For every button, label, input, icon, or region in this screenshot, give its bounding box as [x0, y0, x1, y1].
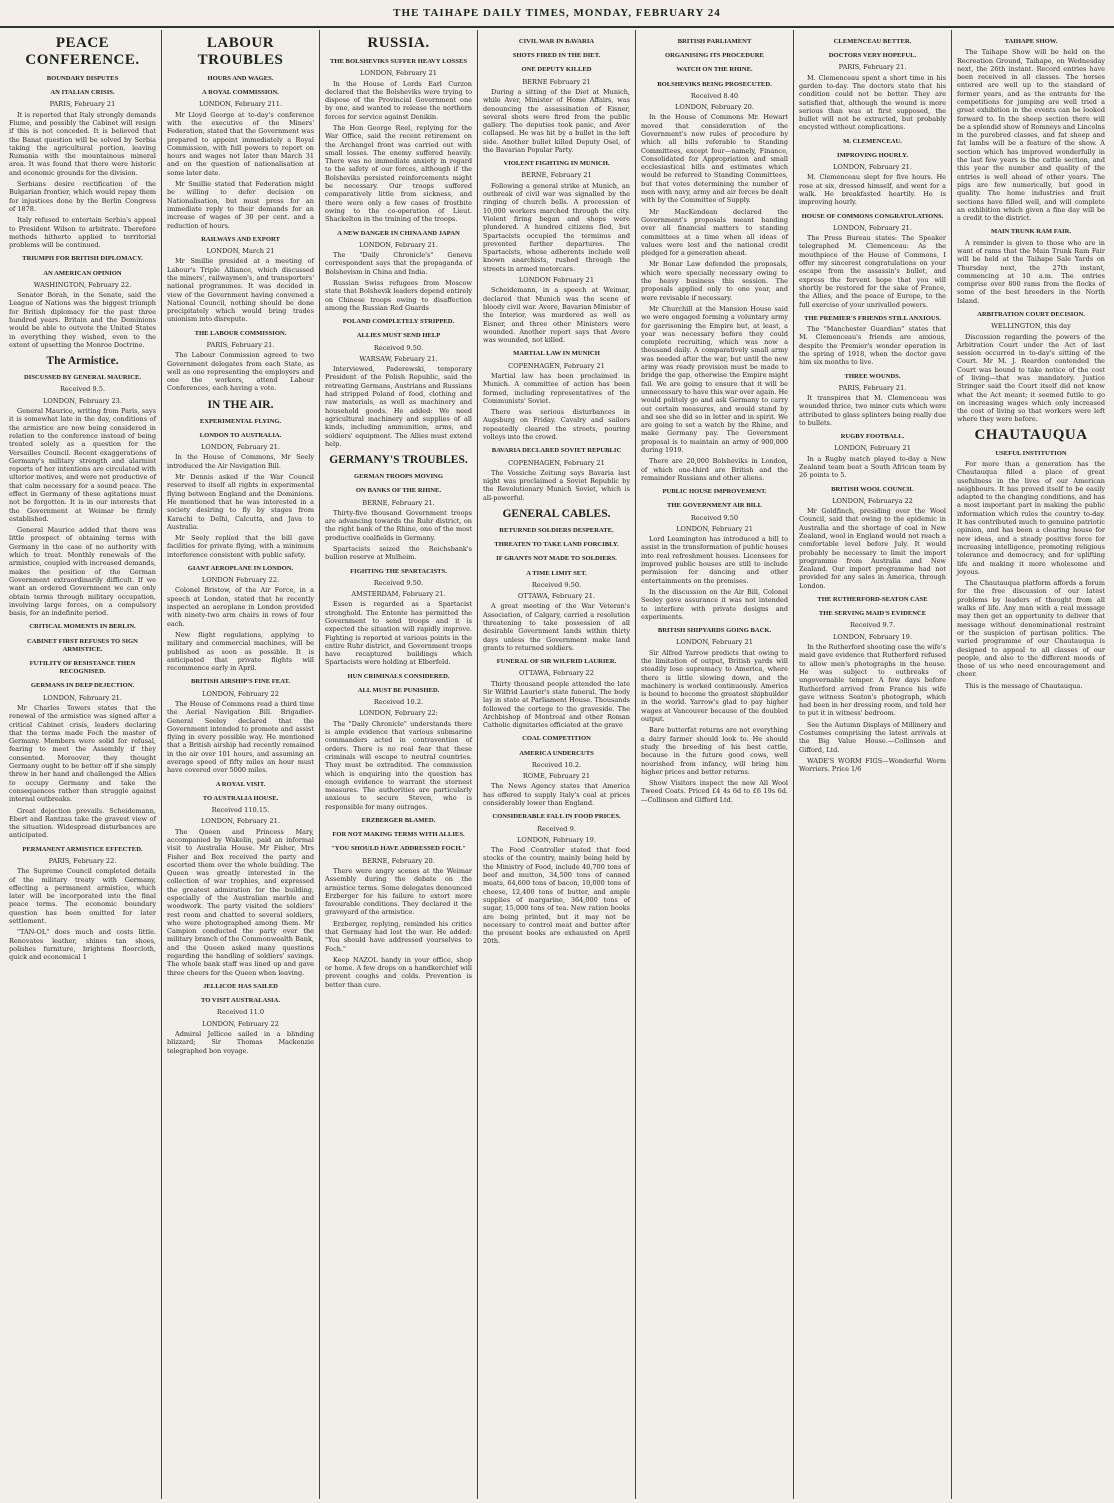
section-headline: GENERAL CABLES.	[502, 507, 611, 520]
article-subhead: THE BOLSHEVIKS SUFFER HEAVY LOSSES	[329, 58, 468, 65]
article-subhead: CABINET FIRST REFUSES TO SIGN ARMISTICE.	[27, 637, 138, 653]
article-paragraph: Great dejection prevails. Scheidemann, Ebert and Rantzau take the gravest view of the situation. Widespread disturbances are anticipated.	[9, 806, 156, 840]
article-subhead: EXPERIMENTAL FLYING.	[199, 417, 282, 425]
article-subhead: AN AMERICAN OPINION	[43, 269, 122, 277]
dateline: LONDON, February 22	[202, 689, 279, 698]
article-subhead: THREE WOUNDS.	[844, 372, 901, 380]
article-subhead: A ROYAL COMMISSION.	[202, 89, 279, 97]
article-paragraph: General Maurice, writing from Paris, says it is somewhat late in the day, conditions of the armistice are now being considered in relation to the conference instead of being treated solely as a question for the Versailles Council. Recent exaggerations of Germany's military strength and alarmist reports of her intentions are circulated with ulterior motives, and were not productive of that calm necessary for a sound peace. The effect in Germany of these agitations must not be forgotten. It is in our interests that the Government at Weimar be firmly established.	[9, 407, 156, 523]
article-paragraph: Thirty thousand people attended the late Sir Wilfrid Laurier's state funeral. The body lay in state at Parliament House. Thousands followed the cortege to the graveside. The Archbishop of Montreal and other Roman Catholic dignitaries officiated at the grave	[483, 679, 630, 730]
dateline: Received 9.50.	[531, 580, 582, 589]
article-paragraph: In the discussion on the Air Bill, Colonel Seeley gave assurance it was not intended to interfere with private designs and experiments.	[641, 587, 788, 621]
article-paragraph: The Food Controller stated that food stocks of the country, mainly being held by the Ministry of Food, include 40,700 tons of beef and mutton, 34,500 tons of canned meats, 64,600 tons of bacon, 10,000 tons of cheese, 12,400 tons of butter, and ample supplies of margarine, 364,000 tons of sugar, 15,000 tons of tea. New ration books are being printed, but it may not be necessary to control meat and butter after the present books are exhausted on April 20th.	[483, 846, 630, 946]
section-headline: IN THE AIR.	[207, 398, 274, 411]
article-subhead: JELLICOE HAS SAILED	[203, 982, 278, 990]
article-paragraph: It transpires that M. Clemenceau was wounded thrice, two minor cuts which were attributed to glass splinters being really due to bullets.	[799, 394, 946, 427]
article-subhead: WATCH ON THE RHINE.	[676, 66, 753, 74]
article-subhead: ALL MUST BE PUNISHED.	[357, 686, 440, 694]
article-paragraph: The "Manchester Guardian" states that M. Clemenceau's friends are anxious, despite the Premier's wonder operation in the spring of 1918, when the doctor gave him six months to live.	[799, 325, 946, 367]
article-paragraph: The Taihape Show will be held on the Recreation Ground, Taihape, on Wednesday next, the 26th instant. Record entries have been received in all classes. The horses entered are well up to the standard of former years, and as the entrants for the competitions for jumping are well tried a great exhibition in the events can be looked forward to. In the sheep section there will be a splendid show of Romneys and Lincolns in the purebred classes, and fat sheep and fat lambs will be a feature of the show. A section which has improved wonderfully in the last few years is the cattle section, and this year the number and quality of the entries is well ahead of other years. The pigs are few numerically, but good in quality. The home industries and fruit sections have filled well, and will complete an exhibition which given a fine day will be a credit to the district.	[957, 48, 1105, 223]
article-paragraph: Thirty-five thousand Government troops are advancing towards the Ruhr district, on the right bank of the Rhine, one of the most productive coalfields in Germany.	[325, 508, 472, 542]
article-paragraph: A reminder is given to those who are in want of rams that the Main Trunk Ram Fair will be held at the Taihape Sale Yards on Thursday next, the 27th instant, commencing at 10 a.m. The entries comprise over 800 rams from the flocks of some of the best breeders in the North Island.	[957, 238, 1105, 305]
article-paragraph: Lord Leamington has introduced a bill to assist in the transformation of public houses into real refreshment houses. Licensees for improved public houses are still to include permission for dancing and other entertainments on the premises.	[641, 535, 788, 585]
article-subhead: BRITISH AIRSHIP'S FINE FEAT.	[190, 678, 291, 686]
article-subhead: HUN CRIMINALS CONSIDERED.	[347, 672, 450, 680]
article-subhead: IF GRANTS NOT MADE TO SOLDIERS.	[496, 555, 617, 563]
article-subhead: BRITISH SHIPYARDS GOING BACK.	[657, 627, 772, 635]
article-subhead: VIOLENT FIGHTING IN MUNICH.	[503, 160, 610, 168]
dateline: WASHINGTON, February 22.	[33, 280, 132, 289]
column-3	[320, 30, 478, 1499]
article-subhead: BAVARIA DECLARED SOVIET REPUBLIC	[491, 447, 622, 455]
dateline: PARIS, February 21	[49, 100, 116, 109]
article-subhead: THE RUTHERFORD-SEATON CASE	[817, 596, 928, 604]
article-subhead: SHOTS FIRED IN THE DIET.	[512, 52, 601, 60]
article-subhead: ARBITRATION COURT DECISION.	[977, 311, 1085, 319]
article-paragraph: Essen is regarded as a Spartacist stronghold. The Entente has permitted the Government to send troops and it is expected the situation will rapidly improve. Fighting is reported at various points in the entire Ruhr district, and Government troops have recaptured buildings which Spartacists were holding at Elberfeld.	[325, 600, 472, 667]
column-4	[478, 30, 636, 1499]
article-subhead: BRITISH WOOL COUNCIL	[831, 485, 914, 493]
dateline: LONDON, February 21.	[833, 163, 912, 172]
article-paragraph: The Vossiche Zeitung says Bavaria last night was proclaimed a Soviet Republic by the Revolutionary Munich Soviet, which is all-powerful.	[483, 468, 630, 502]
article-subhead: MARTIAL LAW IN MUNICH	[513, 350, 600, 358]
article-paragraph: For more than a generation has the Chautauqua filled a place of great usefulness in the lives of our American neighbours. It has proved itself to be easily adapted to the changing conditions, and has a most important part in making the public information which rules the country to-day. It has contributed much to genuine patriotic opinion, and has been a clearing house for new ideas, and a steady positive force for increasing intelligence, promoting religious tolerance and democracy, and for uplifting life and making it more wholesome and joyous.	[957, 459, 1105, 576]
dateline: LONDON, February 21	[676, 638, 753, 647]
column-6	[794, 30, 952, 1499]
dateline: Received 11.0	[216, 1008, 265, 1017]
article-paragraph: Senator Borah, in the Senate, said the League of Nations was the biggest triumph for British diplomacy for the past three hundred years. Britain and the Dominions would be able to outvote the United States in everything they wished, even to the extent of upsetting the Monroe Doctrine.	[9, 291, 156, 349]
article-subhead: GERMANS IN DEEP DEJECTION.	[30, 682, 135, 690]
article-subhead: ALLIES MUST SEND HELP	[356, 332, 441, 340]
article-subhead: FUTILITY OF RESISTANCE THEN RECOGNISED.	[29, 660, 136, 676]
article-paragraph: The House of Commons read a third time the Aerial Navigation Bill. Brigadier-General Seeley declared that the Government intended to promote and assist flying in every possible way. He mentioned that a British airship had recently remained in the air over 101 hours, and assuming an average speed of fifty miles an hour must have covered over 5000 miles.	[167, 699, 314, 775]
article-subhead: BOUNDARY DISPUTES	[46, 75, 119, 82]
article-subhead: BOLSHEVIKS BEING PROSECUTED.	[657, 80, 772, 88]
dateline: LONDON, Februarya 22	[832, 496, 913, 505]
article-subhead: THE SERVING MAID'S EVIDENCE	[818, 610, 927, 618]
masthead: THE TAIHAPE DAILY TIMES, MONDAY, FEBRUARY 24	[0, 0, 1114, 28]
section-headline: GERMANY'S TROUBLES.	[329, 454, 468, 467]
dateline: LONDON, February 21.	[201, 443, 280, 452]
article-subhead: AN ITALIAN CRISIS.	[50, 89, 115, 97]
article-paragraph: M. Clemenceau slept for five hours. He rose at six, dressed himself, and went for a walk. He breakfasted heartily. He is improving hourly.	[799, 173, 946, 207]
article-subhead: FUNERAL OF SIR WILFRID LAURIER.	[496, 658, 617, 666]
dateline: Received 9.5.	[59, 385, 106, 394]
article-subhead: THE PREMIER'S FRIENDS STILL ANXIOUS.	[804, 314, 941, 322]
article-paragraph: Admiral Jellicoe sailed in a blinding blizzard; Sir Thomas Mackenzie telegraphed bon voyage.	[167, 1029, 314, 1055]
article-paragraph: WADE'S WORM FIGS—Wonderful Worm Worriers. Price 1/6	[799, 756, 946, 774]
article-subhead: LONDON TO AUSTRALIA.	[199, 431, 282, 439]
article-paragraph: This is the message of Chautauqua.	[965, 681, 1083, 690]
article-paragraph: General Maurice added that there was little prospect of obtaining terms with Germany in the case of no authority with which to treat. Monthly renewals of the armistice, coupled with increased demands, makes the position of the German Government extraordinarily difficult. If we want an ordered Government we can only obtain terms through military occupation, involving large forces, on a compulsory basis, for an indefinite period.	[9, 526, 156, 618]
article-subhead: PERMANENT ARMISTICE EFFECTED.	[22, 845, 143, 853]
columns-grid	[4, 30, 1110, 1499]
article-paragraph: Mr Goldfinch, presiding over the Wool Council, said that owing to the epidemic in Australia and the shortage of coal in New Zealand, wool in England would not reach a comfortable level before July. It would probably be necessary to limit the import programme from Australia and New Zealand. Our import programme had not provided for any sales in America, through London.	[799, 507, 946, 590]
article-paragraph: See the Autumn Displays of Millinery and Costumes comprising the latest arrivals at the Big Value House.—Collinson and Gifford, Ltd.	[799, 720, 946, 754]
article-paragraph: The Chautauqua platform affords a forum for the free discussion of our latest problems by leaders of thought from all walks of life. Any man with a real message may then get an opportunity to deliver that message without denominational restraint or the suspicion of partisan politics. The varied programme of our Chautauqua is designed to appeal to all classes of our people, and also to the different moods of those of us who need encouragement and cheer.	[957, 579, 1105, 679]
article-subhead: IMPROVING HOURLY.	[837, 151, 908, 159]
article-subhead: RUGBY FOOTBALL.	[840, 433, 905, 441]
article-paragraph: Mr Bonar Law defended the proposals, which were specially necessary owing to the heavy business this session. The proposals applied only to one year, and were revisable if necessary.	[641, 260, 788, 302]
dateline: PARIS, February 22.	[48, 856, 117, 865]
article-subhead: THREATEN TO TAKE LAND FORCIBLY.	[494, 541, 619, 549]
article-subhead: DOCTORS VERY HOPEFUL.	[828, 52, 917, 60]
dateline: Received 10.2.	[373, 698, 424, 707]
dateline: OTTAWA, February 21.	[518, 592, 595, 601]
article-subhead: "YOU SHOULD HAVE ADDRESSED FOCH."	[331, 845, 466, 853]
article-subhead: THE LABOUR COMMISSION.	[194, 329, 287, 337]
article-paragraph: Mr Churchill at the Mansion House said we were engaged forming a voluntary army for garrisoning the Empire but, at least, a year was necessary before they could complete recruiting, which was now a thousand daily. A comparatively small army was needed after the war, but until the new army was ready provision must be made to bridge the gap, otherwise the Empire might fail. We are going to ensure that it will be unnecessary to have this war over again. He would politely go and ask Germany to carry out certain measures, and would stand by and see she did so in letter and in spirit. We are going to set a watch by the Rhine, and make Germany pay. The Government proposal is to maintain an army of 900,000 during 1919.	[641, 304, 788, 454]
dateline: Received 9.7.	[849, 621, 896, 630]
dateline: AMSTERDAM, February 21.	[351, 590, 446, 599]
article-paragraph: A great meeting of the War Veteran's Association, of Calgary, carried a resolution threatening to take possession of all desirable Government lands within thirty days unless the Government make land grants to returned soldiers.	[483, 602, 630, 652]
article-subhead: POLAND COMPLETELY STRIPPED.	[342, 318, 455, 326]
section-headline: The Armistice.	[46, 355, 119, 368]
dateline: LONDON, February 21.	[201, 817, 280, 826]
dateline: COPENHAGEN, February 21	[508, 458, 605, 467]
article-paragraph: The Hon George Reel, replying for the War Office, said the recent retirement on the Archangel front was carried out with small losses. The enemy suffered heavily. There was no immediate anxiety in regard to the safety of our forces, although if the Bolsheviks persisted reinforcements might be necessary. Our troops suffered comparatively little from sickness, and there were only a few cases of frostbite owing to the co-operation of Lieut. Shackelton in the training of the troops.	[325, 123, 472, 224]
article-paragraph: There was serious disturbances in Augsburg on Friday. Cavalry and sailors repeatedly cleared the streets, pouring volleys into the crowd.	[483, 408, 630, 441]
article-subhead: CLEMENCEAU BETTER.	[833, 38, 912, 45]
article-paragraph: In the Rutherford shooting case the wife's maid gave evidence that Rutherford refused to allow men's photographs in the house. He was subject to outbreaks of ungovernable temper. A few days before Rutherford arrived from France his wife gave witness Seaton's photograph, which had been in her dressing room, and told her to put it in witness' bedroom.	[799, 643, 946, 718]
article-paragraph: The Press Bureau states: The Speaker telegraphed M. Clemenceau: As the mouthpiece of the House of Commons, I offer my sincerest congratulations on your escape from the assassin's bullet, and express the fervent hope that you will shortly be restored for the sake of France, the Allies, and the peace of Europe, to the full exercise of your unrivalled powers.	[799, 234, 946, 309]
article-subhead: A NEW DANGER IN CHINA AND JAPAN	[337, 229, 460, 237]
dateline: LONDON, February 21	[676, 524, 753, 533]
article-subhead: TO AUSTRALIA HOUSE.	[202, 794, 279, 802]
column-2	[162, 30, 320, 1499]
article-subhead: HOUSE OF COMMONS CONGRATULATIONS.	[801, 212, 944, 220]
article-subhead: ERZBERGER BLAMED.	[361, 817, 436, 825]
article-subhead: CIVIL WAR IN BAVARIA	[518, 38, 595, 45]
dateline: PARIS, February 21.	[206, 340, 275, 349]
article-paragraph: In a Rugby match played to-day a New Zealand team beat a South African team by 26 points to 5.	[799, 454, 946, 480]
article-subhead: COAL COMPETITION	[522, 735, 591, 743]
article-subhead: DISCUSSED BY GENERAL MAURICE.	[24, 374, 141, 382]
dateline: WELLINGTON, this day	[991, 322, 1071, 331]
dateline: LONDON, February 21.	[43, 693, 122, 702]
article-paragraph: Italy refused to entertain Serbia's appeal to President Wilson to arbitrate. Therefore methods hitherto applied to territorial problems will be continued.	[9, 216, 156, 250]
dateline: COPENHAGEN, February 21	[508, 361, 605, 370]
article-paragraph: The Labour Commission agreed to two Government delegates from each State, as well as one representing the employers and one the workers, attend Labour Conferences, each having a vote.	[167, 351, 314, 393]
article-paragraph: M. Clemenceau spent a short time in his garden to-day. The doctors state that his condition could not be better. They are satisfied that, although the wound is more serious than was at first supposed, the bullet will not be extracted, but probably encysted without complications.	[799, 73, 946, 132]
article-paragraph: Mr Smillie stated that Federation might be willing to defer decision on Nationalisation, but must press for an immediate reply to their demands for an increase of wages of 30 per cent. and a reduction of hours.	[167, 180, 314, 230]
dateline: BERNE, February 21.	[362, 498, 435, 507]
column-7	[952, 30, 1110, 1499]
dateline: LONDON, February 21.	[359, 240, 438, 249]
dateline: OTTAWA, February 22	[519, 669, 594, 678]
article-paragraph: Martial law has been proclaimed in Munich. A committee of action has been formed, including representatives of the Communists' Soviet.	[483, 371, 630, 405]
dateline: LONDON, February 19.	[517, 835, 596, 844]
article-subhead: THE GOVERNMENT AIR BILL	[667, 502, 762, 510]
dateline: LONDON, March 21	[206, 247, 275, 256]
article-subhead: TO VISIT AUSTRALASIA.	[201, 997, 280, 1005]
article-paragraph: The "Daily Chronicle's" Geneva correspondent says that the propaganda of Bolshevism in China and India.	[325, 251, 472, 276]
article-subhead: ON BANKS OF THE RHINE.	[355, 487, 442, 495]
dateline: Received 9.50.	[373, 343, 424, 352]
dateline: LONDON, February 19.	[833, 632, 912, 641]
article-paragraph: Mr Lloyd George at to-day's conference with the executive of the Miners' Federation, stated that the Government was prepared to appoint immediately a Royal Commission, with full powers to report on hours and wages not later than March 31 and on the question of nationalisation at some later date.	[167, 110, 314, 177]
section-headline: LABOUR TROUBLES	[197, 35, 284, 68]
dateline: WARSAW, February 21.	[359, 354, 438, 363]
section-headline: PEACE CONFERENCE.	[25, 35, 140, 68]
article-subhead: FOR NOT MAKING TERMS WITH ALLIES.	[332, 831, 465, 839]
article-subhead: RETURNED SOLDIERS DESPERATE.	[499, 526, 614, 534]
article-paragraph: Colonel Bristow, of the Air Force, in a speech at London, stated that he recently inspected an aeroplane in London provided with ninety-two arm chairs in rows of four each.	[167, 586, 314, 628]
dateline: BERNE, February 21	[521, 171, 592, 180]
dateline: PARIS, February 21.	[838, 383, 907, 392]
article-paragraph: In the House of Lords Earl Curzon declared that the Bolsheviks were trying to dispose of the Provincial Government one by one, and wanted to release the northern forces for service against Denikin.	[325, 79, 472, 121]
article-subhead: TRIUMPH FOR BRITISH DIPLOMACY.	[22, 255, 143, 263]
article-paragraph: Sir Alfred Yarrow predicts that owing to the limitation of output, British yards will steadily lose supremacy to America, where there is little slowing down, and the machinery is worked continuously. America is bound to become the greatest shipbuilder in the world. Yarrow's glad to pay higher wages at Vancouver because of the doubled output.	[641, 648, 788, 724]
column-5	[636, 30, 794, 1499]
article-paragraph: "TAN-OL" does much and costs little. Renovates leather, shines tan shoes, polishes furniture, brightens floorcloth, quick and economical 1	[9, 928, 156, 962]
article-paragraph: Serbians desire rectification of the Bulgarian frontier, which would repay them for injustices done by the Berlin Congress of 1878.	[9, 180, 156, 213]
section-headline: CHAUTAUQUA	[974, 426, 1088, 443]
dateline: LONDON February 22.	[201, 576, 280, 585]
dateline: LONDON, February 20.	[675, 103, 754, 112]
dateline: ROME, February 21	[522, 772, 591, 781]
article-subhead: MAIN TRUNK RAM FAIR.	[991, 228, 1071, 236]
article-paragraph: Mr MacKendean declared the Government's proposals meant handing over all financial matters to standing committees at a time when all ideas of values were lost and the national credit pledged for a generation ahead.	[641, 207, 788, 258]
article-paragraph: Following a general strike at Munich, an outbreak of civil war was signalled by the ringing of church bells. A procession of 10,000 workers marched through the city. Violent firing began and shops were plundered. A hundred citizens fled, but Spartacists occupied the terminus and prevented further departures. The Spartacists, whose adherents include well known anarchists, rushed through the streets in armed motorcars.	[483, 181, 630, 273]
article-paragraph: Mr Charles Towers states that the renewal of the armistice was signed after a critical Cabinet crisis, leaders declaring that the terms made Foch the master of Germany. Members were solid for refusal, fearing to meet the Assembly if they consented. Moreover, they thought Germany ought to be better off if she simply threw in her hand and challenged the Allies to occupy Germany and take the consequences rather than struggle against internal outbreaks.	[9, 703, 156, 804]
article-paragraph: There were angry scenes at the Weimar Assembly during the debate on the armistice terms. Some delegates denounced Erzberger for his failure to extort more favourable conditions. They declared it the graveyard of the armistice.	[325, 866, 472, 917]
column-1	[4, 30, 162, 1499]
dateline: BERNE, February 20.	[362, 856, 435, 865]
article-paragraph: Keep NAZOL handy in your office, shop or home. A few drops on a handkerchief will prevent coughs and colds. Prevention is better than cure.	[325, 955, 472, 989]
article-paragraph: Bare butterfat returns are not everything a dairy farmer should look to. He should study the breeding of his best cattle, because in the future good cows, well nourished from infancy, will bring him higher prices and better returns.	[641, 726, 788, 776]
dateline: LONDON, February 22	[202, 1019, 279, 1028]
dateline: Received 9.	[537, 824, 576, 833]
article-subhead: BRITISH PARLIAMENT	[677, 38, 752, 45]
article-paragraph: In the House of Commons, Mr Seely introduced the Air Navigation Bill.	[167, 453, 314, 470]
article-subhead: FIGHTING THE SPARTACISTS.	[350, 567, 447, 575]
article-subhead: USEFUL INSTITUTION	[995, 449, 1067, 457]
article-paragraph: The Queen and Princess Mary, accompanied by Wakelin, paid an informal visit to Australia House. Mr Fisher, Mrs Fisher and Box received the party and escorted them over the whole building. The Queen was greatly interested in the collection of war trophies, and expressed the greatest admiration for the building, especially of the Australian marble and woodwork. The party visited the soldiers' rest room and chatted to several soldiers, who were photographed among them. Mr Campion conducted the party over the military branch of the Commonwealth Bank, and the Queen asked many questions regarding the handling of soldiers' savings. The whole bank staff was lined up and gave three cheers for the Queen when leaving.	[167, 827, 314, 977]
article-paragraph: Scheidemann, in a speech at Weimar, declared that Munich was the scene of bloody civil war. Avere, Bavarian Minister of the Interior, was murdered as well as Eisner, and three other Ministers were wounded. Another report says that Avere was wounded, not killed.	[483, 286, 630, 345]
dateline: Received 9.50.	[373, 578, 424, 587]
article-subhead: TAIHAPE SHOW.	[1004, 38, 1058, 45]
article-subhead: ONE DEPUTY KILLED	[521, 66, 592, 74]
article-paragraph: The "Daily Chronicle" understands there is ample evidence that various submarine commanders acted in contravention of orders. There is no real fear that these criminals will escape to neutral countries. They must be extradited. The commission which is enquiring into the question has enough evidence to warrant the sternest measures. The authorities are particularly anxious to secure Steven, who is responsible for many outrages.	[325, 719, 472, 811]
dateline: Received 110.15.	[211, 806, 270, 815]
section-headline: RUSSIA.	[367, 35, 430, 51]
article-subhead: AMERICA UNDERCUTS	[519, 749, 594, 757]
article-subhead: PUBLIC HOUSE IMPROVEMENT.	[662, 488, 767, 496]
dateline: LONDON, February 21.	[833, 223, 912, 232]
dateline: Received 8.40	[690, 91, 739, 100]
article-subhead: A TIME LIMIT SET.	[526, 569, 587, 577]
article-subhead: HOURS AND WAGES.	[207, 75, 274, 82]
article-subhead: CONSIDERABLE FALL IN FOOD PRICES.	[492, 813, 621, 821]
article-paragraph: Russian Swiss refugees from Moscow state that Bolshevik leaders depend entirely on Chinese troops owing to disaffection among the Russian Red Guards	[325, 278, 472, 312]
dateline: LONDON, February 211.	[198, 100, 283, 109]
dateline: PARIS, February 21.	[838, 63, 907, 72]
article-subhead: RAILWAYS AND EXPORT	[201, 235, 280, 243]
article-paragraph: New flight regulations, applying to military and commercial machines, will be published as soon as possible. It is anticipated that private flights will recommence early in April.	[167, 630, 314, 673]
dateline: LONDON, February 21	[360, 69, 437, 78]
article-paragraph: Discussion regarding the powers of the Arbitration Court under the Act of last session occurred in to-day's sitting of the Court. Mr M. J. Reardon contended the Court was bound to take notice of the cost of living—that was mandatory. Justice Stringer said the Court itself did not know what the Act meant; it seemed futile to go on increasing wages which only increased the cost of living so that workers were left where they were before.	[957, 332, 1105, 424]
article-subhead: M. CLEMENCEAU.	[843, 137, 902, 145]
article-paragraph: The Supreme Council completed details of the military treaty with Germany, effecting a permanent armistice, which later will be incorporated into the final peace terms. The economic boundary question has been omitted for later settlement.	[9, 867, 156, 925]
dateline: LONDON February 21	[518, 276, 595, 285]
dateline: Received 9.50	[690, 513, 739, 522]
article-subhead: GERMAN TROOPS MOVING	[354, 473, 443, 481]
article-paragraph: Spartacists seized the Reichsbank's bullion reserve at Mulheim.	[325, 544, 472, 562]
article-subhead: A ROYAL VISIT.	[215, 780, 266, 788]
dateline: LONDON, February 21	[834, 444, 911, 453]
article-subhead: ORGANISING ITS PROCEDURE	[665, 52, 764, 60]
article-paragraph: Mr Seely replied that the bill gave facilities for private flying, with a minimum interference consistent with public safety.	[167, 534, 314, 559]
article-paragraph: The News Agency states that America has offered to supply Italy's coal at prices considerably lower than England.	[483, 782, 630, 808]
dateline: LONDON, February 22:	[358, 709, 439, 718]
article-paragraph: Show Visitors inspect the new All Wool Tweed Coats. Priced £4 4s 6d to £6 19s 6d.—Collinson and Gifford Ltd.	[641, 779, 788, 804]
article-paragraph: Mr Smillie presided at a meeting of Labour's Triple Alliance, which discussed the miners', railwaymen's, and transporters' national programmes. It was decided in view of the Government having convened a National Council, nothing should be done precipitately which would bring trades unionism into disrepute.	[167, 257, 314, 324]
article-subhead: GIANT AEROPLANE IN LONDON.	[187, 564, 294, 572]
article-paragraph: It is reported that Italy strongly demands Fiume, and possibly the Cabinet will resign if this is not conceded. It is believed that the Banat question will be solved by Serbia taking the agricultural portion, leaving Rumania with the mountainous mineral area. It was found that there were historic and economic grounds for the division.	[9, 110, 156, 177]
article-subhead: CRITICAL MOMENTS IN BERLIN.	[29, 623, 136, 631]
dateline: LONDON, February 23.	[43, 396, 122, 405]
article-paragraph: Interviewed, Paderewski, temporary President of the Polish Republic, said the retreating Germans, Austrians and Russians had stripped Poland of food, clothing and raw materials, as well as machinery and household goods. He added: We need agricultural machinery and supplies of all kinds, including ammunition, arms, and soldiers' equipment. The Allies must extend help.	[325, 365, 472, 448]
article-paragraph: There are 20,000 Bolsheviks in London, of which one-third are British and the remainder Russians and other aliens.	[641, 457, 788, 482]
dateline: BERNE February 21	[522, 77, 591, 86]
article-paragraph: In the House of Commons Mr. Hewart moved that consideration of the Government's new rules of procedure by which all bills referable to Standing Committees, except four—namely, Finance, Consolidated for Appropriation and small ecclesiastical bills and estimates which would be referred to Standing Committees, but that votes determining the number of men with navy, army and air forces be dealt with by the Committee of Supply.	[641, 113, 788, 205]
dateline: Received 10.2.	[531, 760, 582, 769]
article-paragraph: Mr Dennis asked if the War Council reserved to itself all rights in experimental flying between England and the Dominions. He mentioned that he was interested in a society desiring to fly by stages from Karachi to Delhi, Calcutta, and Java to Australia.	[167, 473, 314, 531]
article-paragraph: Erzberger, replying, reminded his critics that Germany had lost the war. He added: "You should have addressed yourselves to Foch."	[325, 919, 472, 953]
article-paragraph: During a sitting of the Diet at Munich, while Aver, Minister of Home Affairs, was denouncing the assassination of Eisner, several shots were fired from the public gallery. The deputies took panic, and Aver collapsed. He was hit by a bullet in the left side. Another bullet killed Deputy Osel, of the Bavarian Popular Party.	[483, 87, 630, 154]
